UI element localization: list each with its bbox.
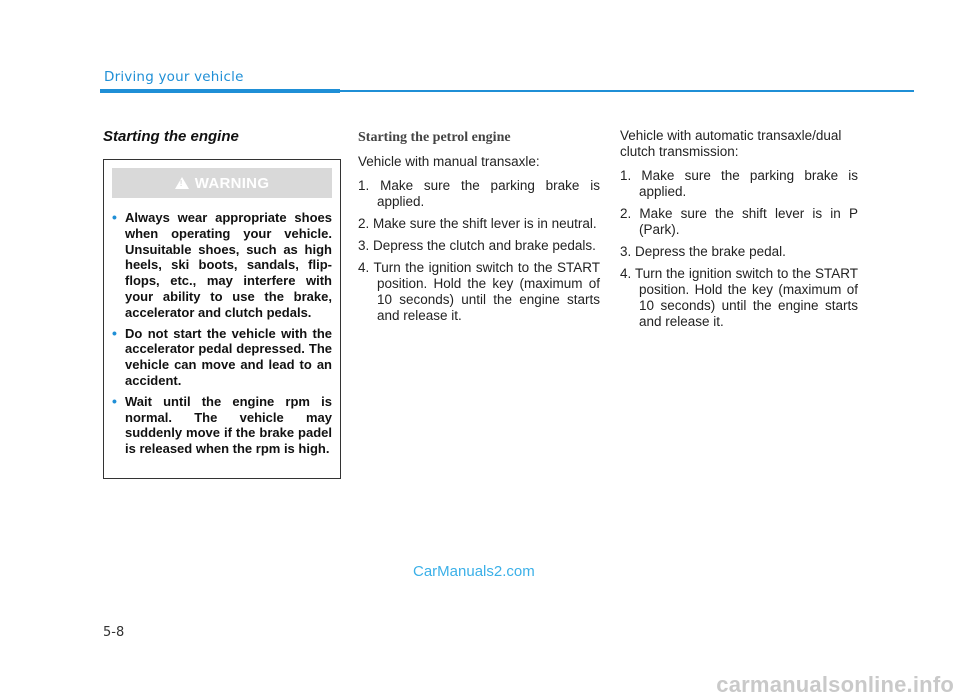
warning-list: [112, 210, 332, 457]
step-item: 1. Make sure the parking brake is applied.: [620, 168, 858, 199]
warning-item: • Wait until the engine rpm is normal. The vehicle may suddenly move if the brake padel is released when the rpm is high.: [112, 392, 332, 457]
header-accent-bar: [100, 89, 340, 93]
automatic-steps: [620, 168, 858, 330]
watermark-link[interactable]: CarManuals2.com: [413, 563, 535, 580]
header-rule: [340, 90, 914, 92]
bullet-icon: •: [112, 324, 117, 341]
step-item: 2. Make sure the shift lever is in P (Park).: [620, 206, 858, 237]
bullet-icon: •: [112, 392, 117, 409]
bullet-icon: •: [112, 209, 117, 225]
step-item: 3. Depress the brake pedal.: [620, 244, 786, 259]
manual-steps: [358, 178, 600, 324]
left-column: [103, 128, 343, 479]
step-item: 2. Make sure the shift lever is in neutral.: [358, 216, 597, 231]
warning-item: • Do not start the vehicle with the accelerator pedal depressed. The vehicle can move and lead to an accident.: [112, 324, 332, 388]
page-number: 5-8: [103, 625, 125, 640]
step-item: 3. Depress the clutch and brake pedals.: [358, 238, 596, 253]
manual-intro: Vehicle with manual transaxle:: [358, 154, 540, 169]
step-item: 4. Turn the ignition switch to the START position. Hold the key (maximum of 10 seconds) until the engine starts and release it.: [358, 260, 600, 323]
footer-watermark: carmanualsonline.info: [716, 672, 954, 697]
section-header: Driving your vehicle: [104, 69, 244, 85]
warning-header: [112, 168, 332, 198]
warning-label: WARNING: [194, 174, 270, 192]
warning-item: • Always wear appropriate shoes when operating your vehicle. Unsuitable shoes, such as high heels, ski boots, sandals, flip-flops, etc., may interfere with your ability to use the brake, accelerator and clutch pedals.: [112, 209, 332, 320]
section-title: Starting the engine: [103, 128, 239, 145]
middle-column: [358, 128, 600, 330]
warning-triangle-icon: [175, 177, 189, 189]
automatic-intro: Vehicle with automatic transaxle/dual clutch transmission:: [620, 128, 842, 159]
subsection-title: Starting the petrol engine: [358, 130, 511, 145]
right-column: [620, 128, 858, 336]
step-item: 4. Turn the ignition switch to the START position. Hold the key (maximum of 10 seconds) until the engine starts and release it.: [620, 266, 858, 329]
step-item: 1. Make sure the parking brake is applied.: [358, 178, 600, 209]
warning-box: [103, 159, 341, 479]
